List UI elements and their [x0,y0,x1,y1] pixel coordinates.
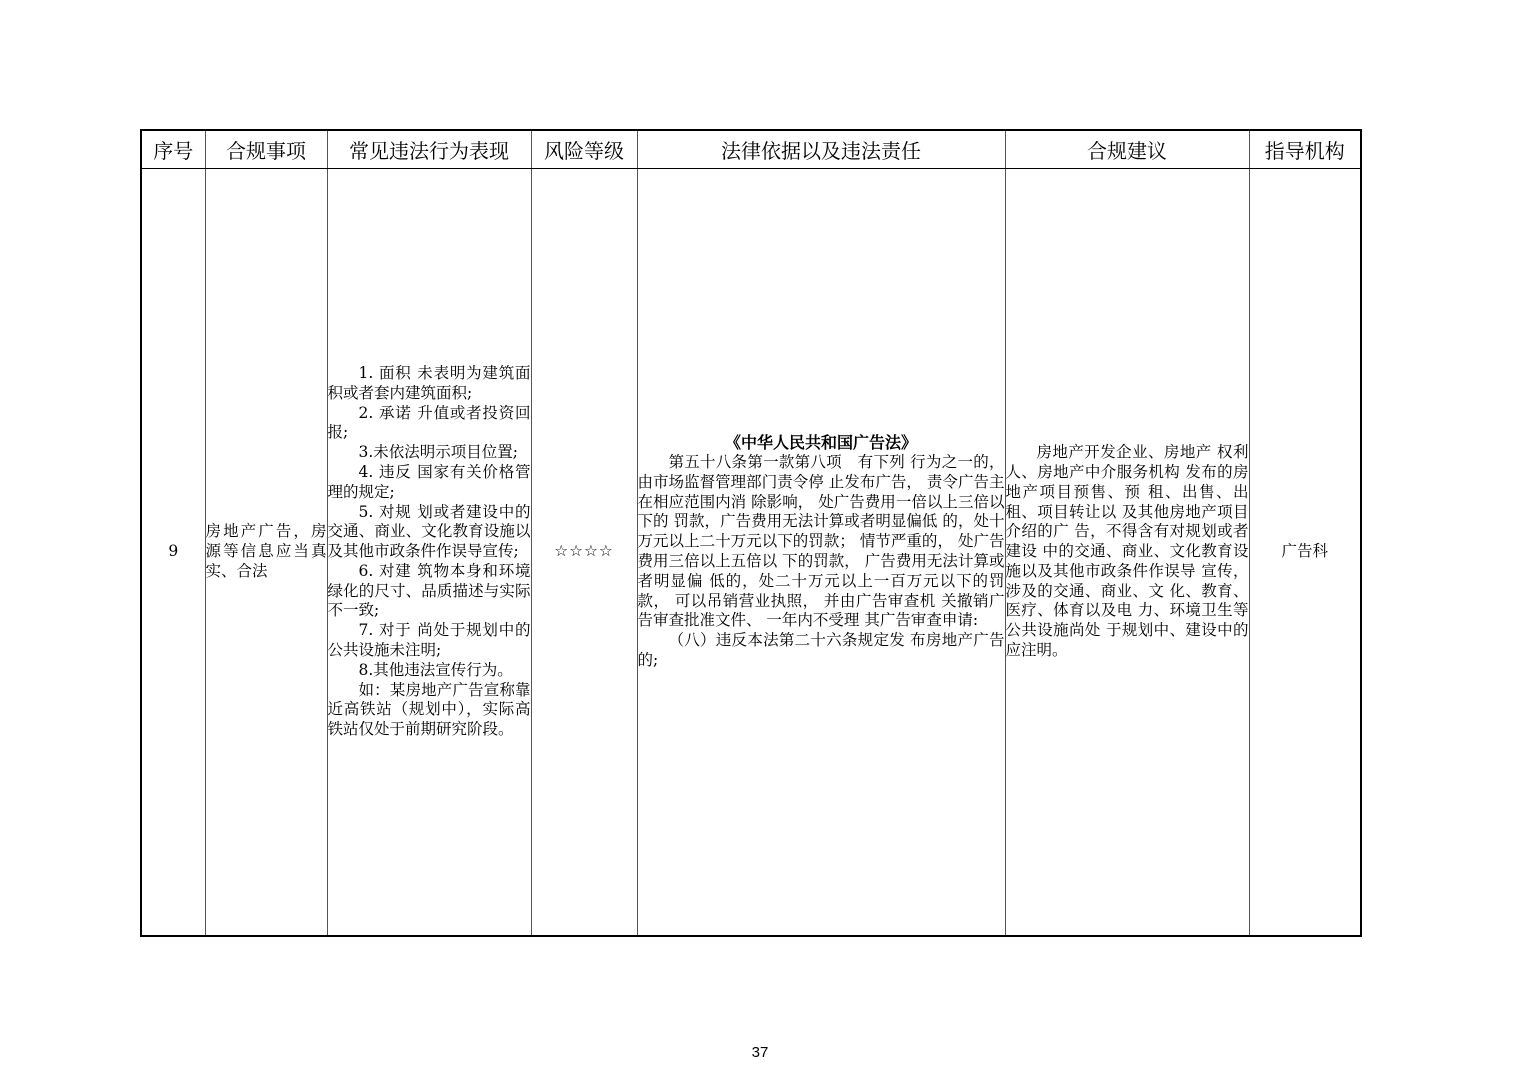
behavior-item: 4. 违反 国家有关价格管 理的规定; [327,462,531,501]
header-item: 合规事项 [205,130,327,169]
table-row [141,169,1361,937]
compliance-table [140,129,1362,937]
behavior-item: 8.其他违法宣传行为。 [358,660,513,679]
row-agency: 广告科 [1249,169,1361,937]
behavior-item: 3.未依法明示项目位置; [358,443,519,462]
header-agency: 指导机构 [1249,130,1361,169]
behavior-item: 2. 承诺 升值或者投资回 报; [327,403,531,442]
header-legal-basis: 法律依据以及违法责任 [637,130,1005,169]
row-risk-level: ☆☆☆☆ [531,169,637,937]
law-paragraph: 第五十八条第一款第八项 有下列 行为之一的， 由市场监督管理部门责令停 止发布广告， 责令广告主在相应范围内消 除影响， 处广告费用一倍以上三倍以下的 罚款，广告费用无法计算或者明显偏低 的，处十万元以上二十万元以下的罚款； 情节严重的， 处广告费用三倍以上五倍以 下的罚款， 广告费用无法计算或者明显偏 低的，处二十万元以上一百万元以下的罚 款， 可以吊销营业执照， 并由广告审查机 关撤销广告审查批准文件、 一年内不受理 其广告审查申请: [637,453,1005,630]
behavior-item: 5. 对规 划或者建设中的 交通、商业、文化教育设施以 及其他市政条件作误导宣传; [327,502,531,561]
advice-text: 房地产开发企业、房地产 权利人、房地产中介服务机构 发布的房地产项目预售、预 租、出售、出租、项目转让以 及其他房地产项目介绍的广 告，不得含有对规划或者建设 中的交通、商业、文化教育设 施以及其他市政条件作误导 宣传， 涉及的交通、商业、文 化、教育、医疗、体育以及电 力、环境卫生等公共设施尚处 于规划中、建设中的应注明。 [1005,443,1249,660]
behavior-item: 1. 面积 未表明为建筑面 积或者套内建筑面积; [327,363,531,402]
behavior-example: 如：某房地产广告宣称靠 近高铁站（规划中），实际高 铁站仅处于前期研究阶段。 [327,680,531,739]
header-behaviors: 常见违法行为表现 [327,130,531,169]
header-row [141,130,1361,169]
behavior-item: 6. 对建 筑物本身和环境 绿化的尺寸、品质描述与实际 不一致; [327,561,531,620]
behavior-item: 7. 对于 尚处于规划中的 公共设施未注明; [327,621,531,660]
page-number: 37 [751,1044,769,1061]
row-index: 9 [141,169,205,937]
row-item: 房地产广告，房源等信息应当真实、合法 [205,169,327,937]
header-advice: 合规建议 [1005,130,1249,169]
header-index: 序号 [141,130,205,169]
header-risk-level: 风险等级 [531,130,637,169]
row-behaviors [327,169,531,937]
law-title: 《中华人民共和国广告法》 [724,433,917,453]
row-advice [1005,169,1249,937]
law-paragraph: （八）违反本法第二十六条规定发 布房地产广告的; [637,631,1005,669]
row-legal-basis [637,169,1005,937]
